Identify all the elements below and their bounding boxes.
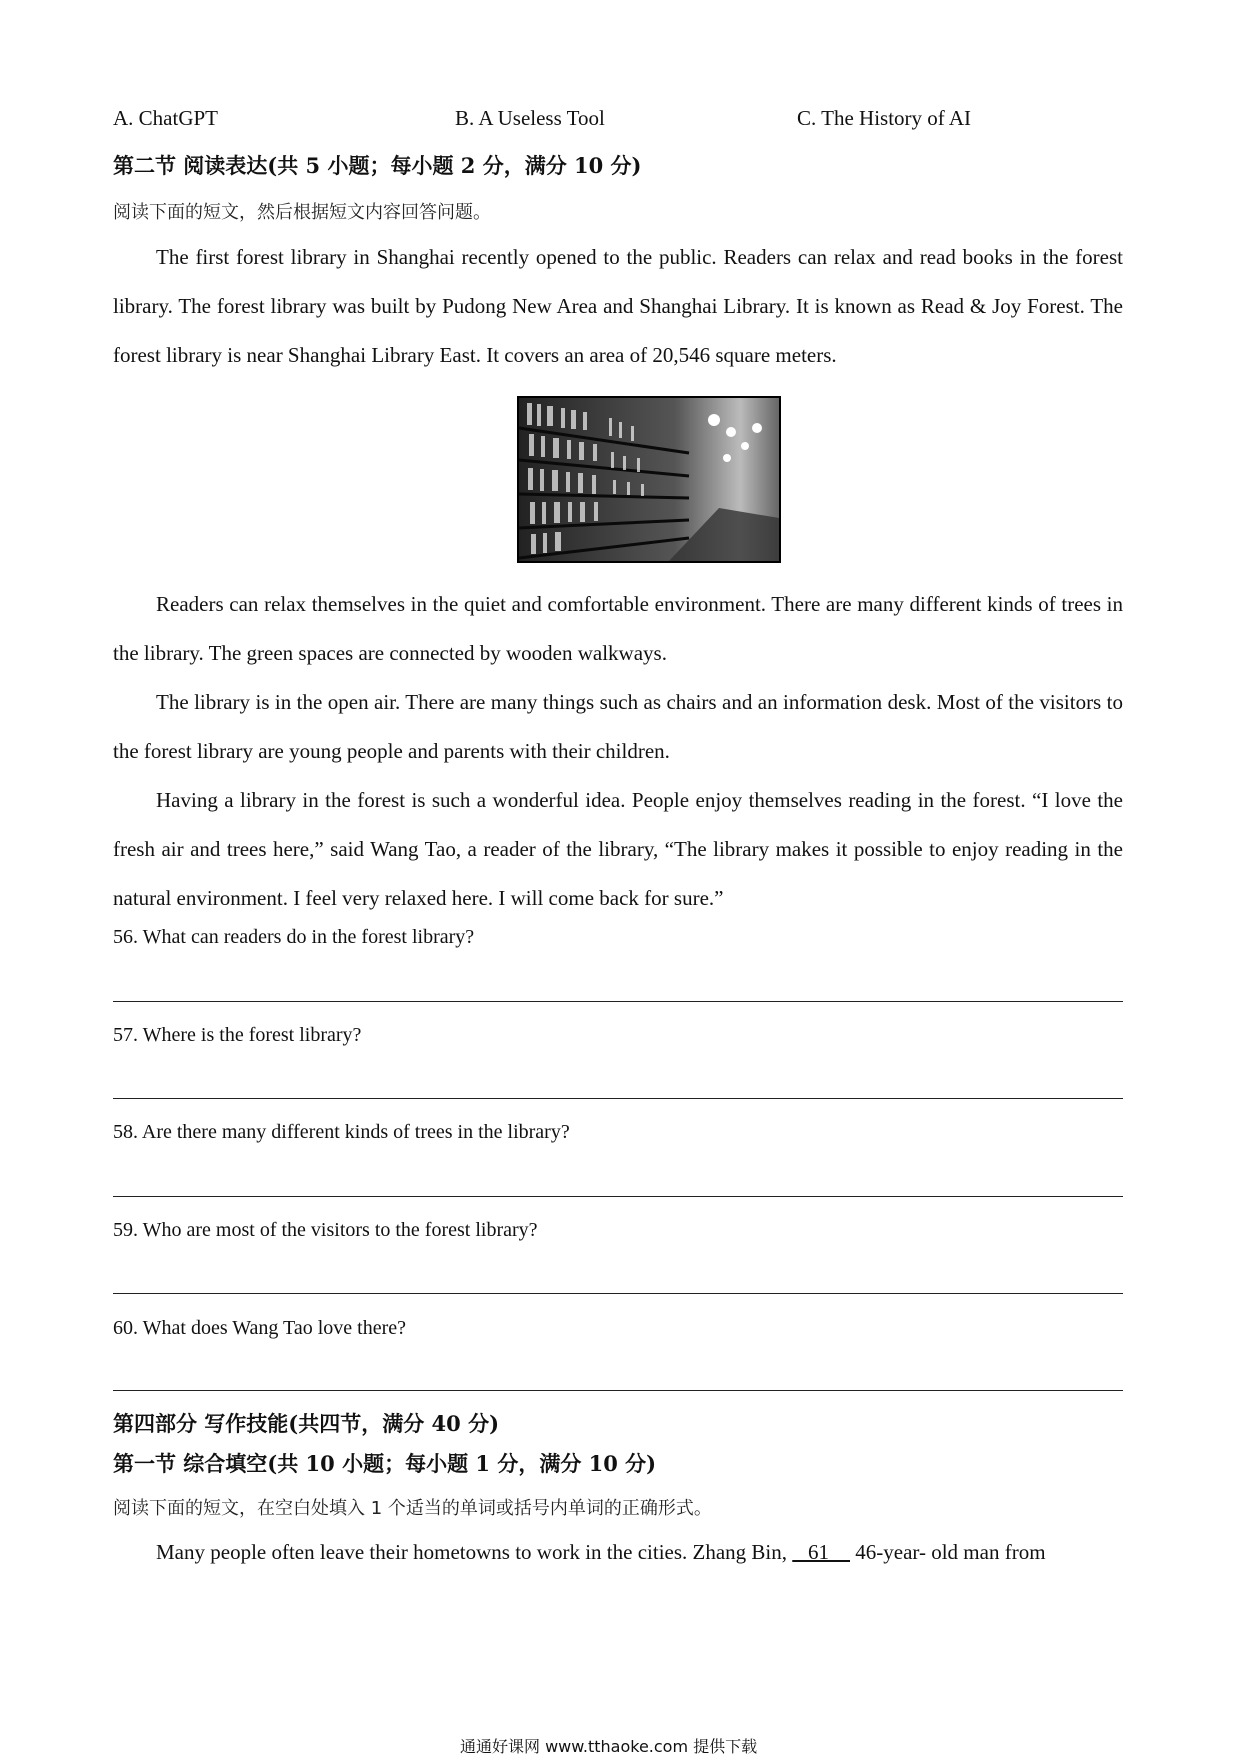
- question-60: 60. What does Wang Tao love there?: [113, 1317, 407, 1339]
- answer-line-57[interactable]: [113, 1098, 1123, 1099]
- option-c: C. The History of AI: [797, 106, 972, 130]
- question-59: 59. Who are most of the visitors to the forest library?: [113, 1219, 538, 1241]
- passage-paragraphs: [113, 580, 1123, 923]
- question-56: 56. What can readers do in the forest library?: [113, 926, 475, 948]
- answer-line-59[interactable]: [113, 1293, 1123, 1294]
- passage-text-1: The first forest library in Shanghai recently opened to the public. Readers can relax and read books in the forest library. The forest library was built by Pudong New Area and Shanghai Library. It is known as Read & Joy Forest. The forest library is near Shanghai Library East. It covers an area of 20,546 square meters.: [113, 245, 1123, 367]
- option-a: A. ChatGPT: [113, 106, 218, 130]
- blank-61[interactable]: 61: [792, 1540, 851, 1564]
- question-58: 58. Are there many different kinds of trees in the library?: [113, 1121, 570, 1143]
- library-photo: [517, 396, 781, 563]
- question-57: 57. Where is the forest library?: [113, 1024, 362, 1046]
- part-4-section-1-heading: 第一节 综合填空(共 10 小题；每小题 1 分，满分 10 分): [113, 1451, 657, 1476]
- part-4-instruction: 阅读下面的短文，在空白处填入 1 个适当的单词或括号内单词的正确形式。: [113, 1498, 712, 1519]
- section-2-heading: 第二节 阅读表达(共 5 小题；每小题 2 分，满分 10 分): [113, 153, 642, 178]
- passage-text-2: Readers can relax themselves in the quiet and comfortable environment. There are many different kinds of trees in the library. The green spaces are connected by wooden walkways.: [113, 592, 1123, 665]
- section-2-instruction: 阅读下面的短文，然后根据短文内容回答问题。: [113, 202, 491, 223]
- passage-text-4: Having a library in the forest is such a wonderful idea. People enjoy themselves reading in the forest. “I love the fresh air and trees here,” said Wang Tao, a reader of the library, “The library makes it possible to enjoy reading in the natural environment. I feel very relaxed here. I will come back for sure.”: [113, 788, 1123, 910]
- option-b: B. A Useless Tool: [455, 106, 605, 130]
- cloze-text: [156, 1540, 1046, 1565]
- passage-text-3: The library is in the open air. There are many things such as chairs and an information desk. Most of the visitors to the forest library are young people and parents with their children.: [113, 690, 1123, 763]
- answer-line-58[interactable]: [113, 1196, 1123, 1197]
- answer-line-60[interactable]: [113, 1390, 1123, 1391]
- footer-watermark: 通通好课网 www.tthaoke.com 提供下载: [460, 1737, 758, 1756]
- cloze-text-before: Many people often leave their hometowns to work in the cities. Zhang Bin,: [156, 1540, 793, 1564]
- passage-paragraph-1: [113, 233, 1123, 380]
- part-4-heading: 第四部分 写作技能(共四节，满分 40 分): [113, 1411, 500, 1436]
- cloze-text-after: 46-year- old man from: [850, 1540, 1046, 1564]
- answer-line-56[interactable]: [113, 1001, 1123, 1002]
- bookshelves-image: [519, 398, 779, 561]
